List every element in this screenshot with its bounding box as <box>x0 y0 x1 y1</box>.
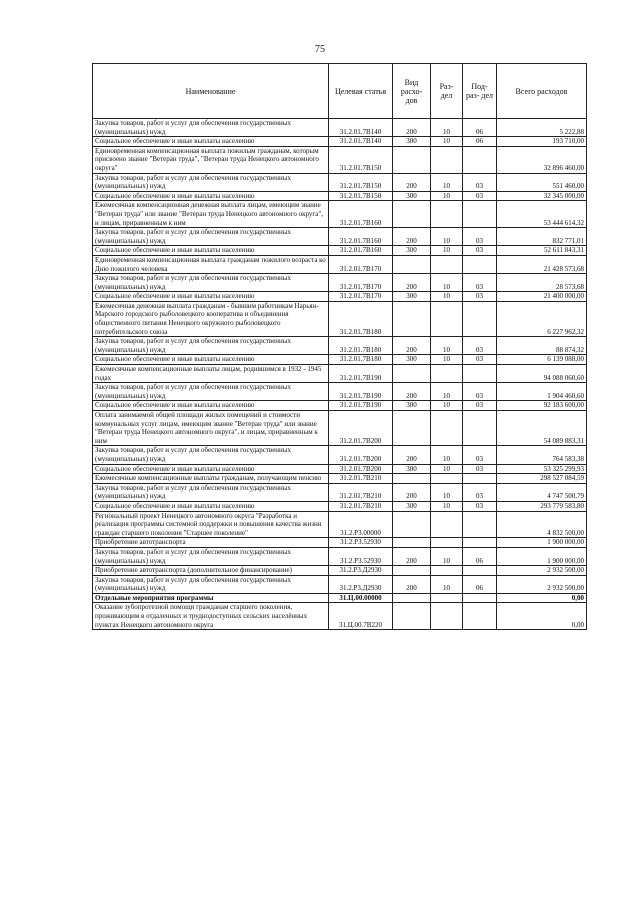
cell-total: 92 183 600,00 <box>497 401 587 411</box>
cell-section: 10 <box>431 228 463 246</box>
cell-subsection <box>463 301 497 336</box>
cell-total: 4 747 500,79 <box>497 483 587 501</box>
cell-total: 2 932 500,00 <box>497 575 587 593</box>
cell-subsection: 06 <box>463 575 497 593</box>
cell-code: 31.2.01.7В140 <box>329 137 393 147</box>
cell-subsection: 03 <box>463 191 497 201</box>
table-row <box>93 191 587 201</box>
cell-type: 200 <box>393 383 431 401</box>
cell-name: Единовременная компенсационная выплата пожилым гражданам, которым присвоено звание "Ветеран труда", "Ветеран труда Ненецкого автономного округа" <box>93 146 329 173</box>
cell-total: 298 527 084,59 <box>497 474 587 484</box>
cell-type: 300 <box>393 246 431 256</box>
cell-section: 10 <box>431 173 463 191</box>
cell-subsection: 03 <box>463 383 497 401</box>
cell-name: Приобретение автотранспорта <box>93 538 329 548</box>
col-header-code: Целевая статья <box>329 64 393 119</box>
cell-total: 293 779 583,80 <box>497 501 587 511</box>
cell-total: 5 222,88 <box>497 119 587 137</box>
cell-type <box>393 603 431 630</box>
cell-section: 10 <box>431 337 463 355</box>
cell-type <box>393 365 431 383</box>
cell-type: 200 <box>393 483 431 501</box>
cell-section <box>431 474 463 484</box>
cell-subsection <box>463 593 497 603</box>
cell-subsection: 06 <box>463 119 497 137</box>
table-row <box>93 603 587 630</box>
cell-type: 200 <box>393 547 431 565</box>
budget-table <box>92 63 587 630</box>
cell-total: 53 325 299,93 <box>497 464 587 474</box>
table-row <box>93 337 587 355</box>
cell-section: 10 <box>431 464 463 474</box>
cell-type <box>393 301 431 336</box>
table-row <box>93 566 587 576</box>
cell-code: 31.2.Р3.52930 <box>329 538 393 548</box>
cell-subsection: 03 <box>463 483 497 501</box>
cell-code: 31.2.01.7В170 <box>329 274 393 292</box>
cell-section: 10 <box>431 246 463 256</box>
cell-section: 10 <box>431 547 463 565</box>
table-row <box>93 483 587 501</box>
cell-section <box>431 593 463 603</box>
table-row <box>93 137 587 147</box>
cell-subsection <box>463 201 497 228</box>
cell-total: 88 874,32 <box>497 337 587 355</box>
cell-subsection <box>463 511 497 538</box>
page-number: 75 <box>315 44 325 55</box>
cell-code: 31.2.01.7В210 <box>329 501 393 511</box>
cell-section <box>431 566 463 576</box>
cell-name: Приобретение автотранспорта (дополнительное финансирование) <box>93 566 329 576</box>
cell-code: 31.2.01.7В150 <box>329 146 393 173</box>
cell-type: 200 <box>393 274 431 292</box>
cell-total: 1 904 460,60 <box>497 383 587 401</box>
cell-name: Социальное обеспечение и иные выплаты населению <box>93 191 329 201</box>
cell-name: Закупка товаров, работ и услуг для обеспечения государственных (муниципальных) нужд <box>93 575 329 593</box>
cell-section <box>431 365 463 383</box>
cell-type: 300 <box>393 355 431 365</box>
cell-code: 31.2.01.7В210 <box>329 483 393 501</box>
cell-code: 31.2.01.7В180 <box>329 337 393 355</box>
cell-type: 200 <box>393 337 431 355</box>
table-row <box>93 355 587 365</box>
cell-total: 28 573,68 <box>497 274 587 292</box>
cell-subsection: 06 <box>463 137 497 147</box>
cell-total: 0,00 <box>497 603 587 630</box>
cell-name: Социальное обеспечение и иные выплаты населению <box>93 501 329 511</box>
cell-code: 31.2.Р3.00000 <box>329 511 393 538</box>
cell-type: 300 <box>393 401 431 411</box>
cell-name: Закупка товаров, работ и услуг для обеспечения государственных (муниципальных) нужд <box>93 383 329 401</box>
table-row <box>93 538 587 548</box>
cell-section: 10 <box>431 501 463 511</box>
table-row <box>93 292 587 302</box>
cell-name: Ежемесячные компенсационные выплаты гражданам, получающим пенсию <box>93 474 329 484</box>
cell-type: 300 <box>393 292 431 302</box>
cell-type <box>393 593 431 603</box>
cell-name: Закупка товаров, работ и услуг для обеспечения государственных (муниципальных) нужд <box>93 228 329 246</box>
cell-type <box>393 255 431 273</box>
table-row <box>93 228 587 246</box>
cell-name: Закупка товаров, работ и услуг для обеспечения государственных (муниципальных) нужд <box>93 274 329 292</box>
cell-name: Закупка товаров, работ и услуг для обеспечения государственных (муниципальных) нужд <box>93 483 329 501</box>
cell-total: 53 444 614,32 <box>497 201 587 228</box>
cell-subsection: 03 <box>463 274 497 292</box>
cell-section: 10 <box>431 292 463 302</box>
cell-section <box>431 255 463 273</box>
cell-total: 32 896 460,00 <box>497 146 587 173</box>
cell-name: Социальное обеспечение и иные выплаты населению <box>93 292 329 302</box>
table-row <box>93 547 587 565</box>
cell-name: Ежемесячная денежная выплата гражданам - бывшим работникам Нарьян-Марского городского рыболовецкого кооператива и объединения общественного питания Ненецкого окружного рыболовецкого потребительского союза <box>93 301 329 336</box>
cell-section: 10 <box>431 446 463 464</box>
cell-section: 10 <box>431 137 463 147</box>
cell-code: 31.2.01.7В160 <box>329 228 393 246</box>
table-row <box>93 255 587 273</box>
cell-subsection <box>463 146 497 173</box>
cell-name: Социальное обеспечение и иные выплаты населению <box>93 401 329 411</box>
cell-type: 200 <box>393 446 431 464</box>
cell-total: 551 460,00 <box>497 173 587 191</box>
cell-name: Оказание зубопротезной помощи гражданам старшего поколения, проживающим в отдаленных и труднодоступных сельских населённых пунктах Ненецкого автономного округа <box>93 603 329 630</box>
cell-section: 10 <box>431 575 463 593</box>
cell-name: Ежемесячные компенсационные выплаты лицам, родившимся в 1932 - 1945 годах <box>93 365 329 383</box>
cell-type <box>393 146 431 173</box>
table-row <box>93 446 587 464</box>
cell-section: 10 <box>431 401 463 411</box>
cell-total: 0,00 <box>497 593 587 603</box>
cell-total: 6 227 962,32 <box>497 301 587 336</box>
table-row <box>93 401 587 411</box>
cell-section <box>431 201 463 228</box>
cell-section <box>431 511 463 538</box>
cell-subsection: 03 <box>463 292 497 302</box>
table-header-row <box>93 64 587 119</box>
table-row <box>93 383 587 401</box>
cell-code: 31.2.01.7В150 <box>329 191 393 201</box>
cell-total: 1 900 000,00 <box>497 538 587 548</box>
cell-type <box>393 538 431 548</box>
cell-section: 10 <box>431 191 463 201</box>
cell-code: 31.2.01.7В200 <box>329 446 393 464</box>
table-row <box>93 575 587 593</box>
cell-name: Социальное обеспечение и иные выплаты населению <box>93 464 329 474</box>
table-row <box>93 201 587 228</box>
cell-code: 31.2.Р3.Д2930 <box>329 566 393 576</box>
cell-name: Ежемесячная компенсационная денежная выплата лицам, имеющим звание "Ветеран труда" или звание "Ветеран труда Ненецкого автономного округа", и лицам, приравненным к ним <box>93 201 329 228</box>
table-row <box>93 501 587 511</box>
table-row <box>93 173 587 191</box>
cell-name: Закупка товаров, работ и услуг для обеспечения государственных (муниципальных) нужд <box>93 446 329 464</box>
cell-name: Социальное обеспечение и иные выплаты населению <box>93 246 329 256</box>
cell-name: Закупка товаров, работ и услуг для обеспечения государственных (муниципальных) нужд <box>93 337 329 355</box>
cell-section: 10 <box>431 383 463 401</box>
cell-section <box>431 538 463 548</box>
col-header-total: Всего расходов <box>497 64 587 119</box>
cell-subsection <box>463 566 497 576</box>
table-body <box>93 119 587 630</box>
cell-subsection: 03 <box>463 337 497 355</box>
cell-section: 10 <box>431 483 463 501</box>
col-header-name: Наименование <box>93 64 329 119</box>
cell-name: Социальное обеспечение и иные выплаты населению <box>93 355 329 365</box>
table-row <box>93 474 587 484</box>
cell-code: 31.2.01.7В160 <box>329 201 393 228</box>
cell-total: 4 832 500,00 <box>497 511 587 538</box>
cell-name: Оплата занимаемой общей площади жилых помещений и стоимости коммунальных услуг лицам, имеющим звание "Ветеран труда" или звание "Ветеран труда Ненецкого автономного округа", и лицам, приравненным к ним <box>93 411 329 446</box>
cell-code: 31.2.01.7В170 <box>329 255 393 273</box>
cell-section <box>431 603 463 630</box>
cell-name: Отдельные мероприятия программы <box>93 593 329 603</box>
cell-total: 1 900 000,00 <box>497 547 587 565</box>
cell-name: Социальное обеспечение и иные выплаты населению <box>93 137 329 147</box>
cell-code: 31.2.01.7В140 <box>329 119 393 137</box>
cell-total: 54 089 883,31 <box>497 411 587 446</box>
cell-total: 21 400 000,00 <box>497 292 587 302</box>
cell-type: 300 <box>393 464 431 474</box>
cell-section: 10 <box>431 119 463 137</box>
cell-code: 31.2.01.7В210 <box>329 474 393 484</box>
col-header-type: Вид расхо- дов <box>393 64 431 119</box>
cell-name: Закупка товаров, работ и услуг для обеспечения государственных (муниципальных) нужд <box>93 547 329 565</box>
cell-subsection: 03 <box>463 173 497 191</box>
table-row <box>93 274 587 292</box>
table-row <box>93 464 587 474</box>
cell-type <box>393 511 431 538</box>
cell-type: 300 <box>393 137 431 147</box>
cell-total: 21 428 573,68 <box>497 255 587 273</box>
cell-subsection <box>463 474 497 484</box>
cell-code: 31.2.01.7В200 <box>329 411 393 446</box>
cell-subsection <box>463 255 497 273</box>
cell-subsection <box>463 365 497 383</box>
cell-type: 200 <box>393 173 431 191</box>
cell-section <box>431 301 463 336</box>
cell-code: 31.2.01.7В160 <box>329 246 393 256</box>
cell-code: 31.2.Р3.Д2930 <box>329 575 393 593</box>
cell-code: 31.Ц.00.7В220 <box>329 603 393 630</box>
cell-subsection: 03 <box>463 464 497 474</box>
table-row <box>93 411 587 446</box>
cell-section <box>431 411 463 446</box>
cell-total: 832 771,01 <box>497 228 587 246</box>
cell-code: 31.2.01.7В150 <box>329 173 393 191</box>
table-row <box>93 146 587 173</box>
cell-subsection: 03 <box>463 401 497 411</box>
cell-subsection: 03 <box>463 228 497 246</box>
cell-type: 200 <box>393 575 431 593</box>
cell-name: Закупка товаров, работ и услуг для обеспечения государственных (муниципальных) нужд <box>93 173 329 191</box>
cell-subsection: 06 <box>463 547 497 565</box>
cell-type <box>393 474 431 484</box>
cell-code: 31.2.01.7В190 <box>329 383 393 401</box>
cell-type: 300 <box>393 501 431 511</box>
cell-total: 32 345 000,00 <box>497 191 587 201</box>
cell-name: Закупка товаров, работ и услуг для обеспечения государственных (муниципальных) нужд <box>93 119 329 137</box>
cell-code: 31.2.01.7В190 <box>329 365 393 383</box>
cell-type <box>393 411 431 446</box>
cell-total: 94 088 060,60 <box>497 365 587 383</box>
table-row <box>93 593 587 603</box>
col-header-section: Раз- дел <box>431 64 463 119</box>
cell-code: 31.Ц.00.00000 <box>329 593 393 603</box>
cell-type: 200 <box>393 119 431 137</box>
col-header-subsection: Под- раз- дел <box>463 64 497 119</box>
cell-section <box>431 146 463 173</box>
cell-code: 31.2.01.7В180 <box>329 355 393 365</box>
table-row <box>93 246 587 256</box>
cell-section: 10 <box>431 355 463 365</box>
table-row <box>93 365 587 383</box>
cell-subsection: 03 <box>463 501 497 511</box>
cell-section: 10 <box>431 274 463 292</box>
cell-code: 31.2.01.7В190 <box>329 401 393 411</box>
cell-name: Единовременная компенсационная выплата гражданам пожилого возраста ко Дню пожилого человека <box>93 255 329 273</box>
cell-subsection: 03 <box>463 246 497 256</box>
cell-subsection: 03 <box>463 446 497 464</box>
cell-name: Региональный проект Ненецкого автономного округа "Разработка и реализация программы системной поддержки и повышения качества жизни граждан старшего поколения "Старшее поколение" <box>93 511 329 538</box>
cell-total: 764 583,38 <box>497 446 587 464</box>
cell-type <box>393 201 431 228</box>
table-row <box>93 119 587 137</box>
table-row <box>93 301 587 336</box>
cell-total: 6 139 088,00 <box>497 355 587 365</box>
table-row <box>93 511 587 538</box>
cell-code: 31.2.01.7В200 <box>329 464 393 474</box>
cell-code: 31.2.01.7В180 <box>329 301 393 336</box>
cell-subsection: 03 <box>463 355 497 365</box>
cell-type: 200 <box>393 228 431 246</box>
cell-subsection <box>463 603 497 630</box>
cell-code: 31.2.01.7В170 <box>329 292 393 302</box>
cell-total: 52 611 843,31 <box>497 246 587 256</box>
cell-subsection <box>463 411 497 446</box>
cell-total: 193 710,00 <box>497 137 587 147</box>
cell-type <box>393 566 431 576</box>
cell-type: 300 <box>393 191 431 201</box>
cell-subsection <box>463 538 497 548</box>
cell-code: 31.2.Р3.52930 <box>329 547 393 565</box>
cell-total: 2 932 500,00 <box>497 566 587 576</box>
